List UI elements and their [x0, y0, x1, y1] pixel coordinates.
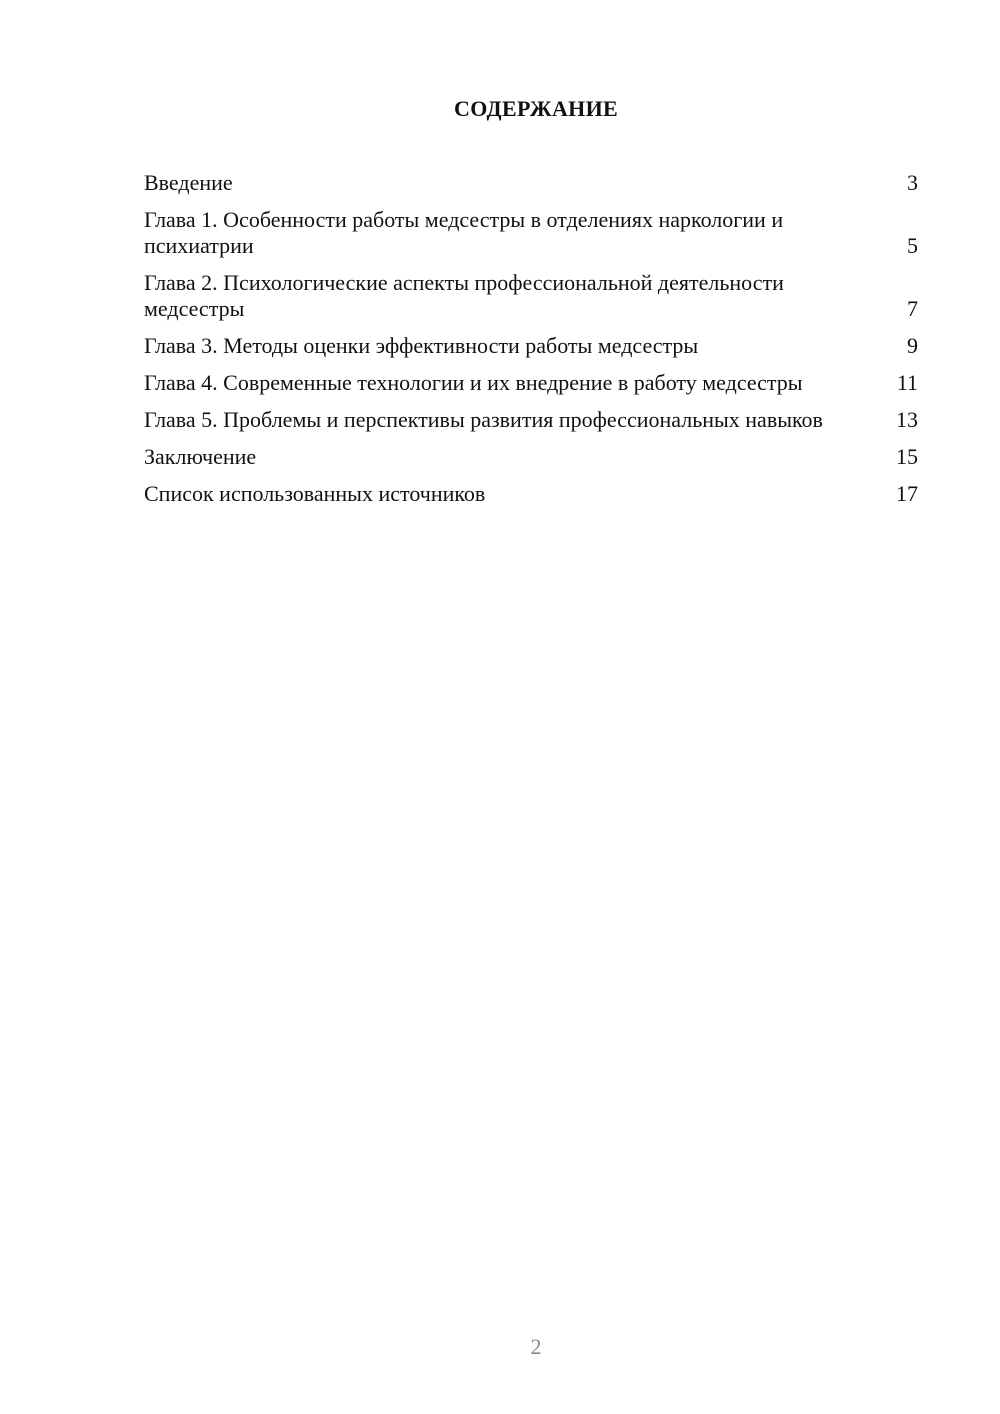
page-title: СОДЕРЖАНИЕ: [454, 96, 618, 121]
toc-entry-title: Глава 2. Психологические аспекты профессиональной деятельности медсестры: [144, 270, 784, 321]
toc-entry-title: Глава 4. Современные технологии и их внедрение в работу медсестры: [144, 370, 803, 395]
toc-entry-title: Список использованных источников: [144, 481, 486, 506]
toc-entry-title: Глава 1. Особенности работы медсестры в отделениях наркологии и психиатрии: [144, 207, 784, 258]
toc-entry-page: 9: [907, 333, 918, 358]
table-of-contents: [144, 170, 918, 518]
page-number: 2: [530, 1334, 542, 1359]
toc-entry-conclusion[interactable]: [144, 444, 918, 470]
toc-entry-title: Введение: [144, 170, 233, 195]
toc-entry-page: 11: [896, 370, 918, 395]
toc-entry-chapter-2[interactable]: [144, 270, 918, 322]
toc-entry-introduction[interactable]: [144, 170, 918, 196]
toc-entry-title: Глава 5. Проблемы и перспективы развития профессиональных навыков: [144, 407, 823, 432]
toc-entry-title: Заключение: [144, 444, 257, 469]
toc-entry-page: 15: [896, 444, 918, 469]
toc-entry-page: 3: [907, 170, 918, 195]
toc-entry-chapter-3[interactable]: [144, 333, 918, 359]
toc-entry-page: 7: [907, 296, 918, 321]
toc-entry-page: 17: [896, 481, 918, 506]
toc-entry-page: 5: [907, 233, 918, 258]
toc-entry-title: Глава 3. Методы оценки эффективности работы медсестры: [144, 333, 699, 358]
toc-entry-page: 13: [896, 407, 918, 432]
toc-entry-chapter-4[interactable]: [144, 370, 918, 396]
toc-entry-references[interactable]: [144, 481, 918, 507]
toc-entry-chapter-1[interactable]: [144, 207, 918, 259]
toc-entry-chapter-5[interactable]: [144, 407, 918, 433]
